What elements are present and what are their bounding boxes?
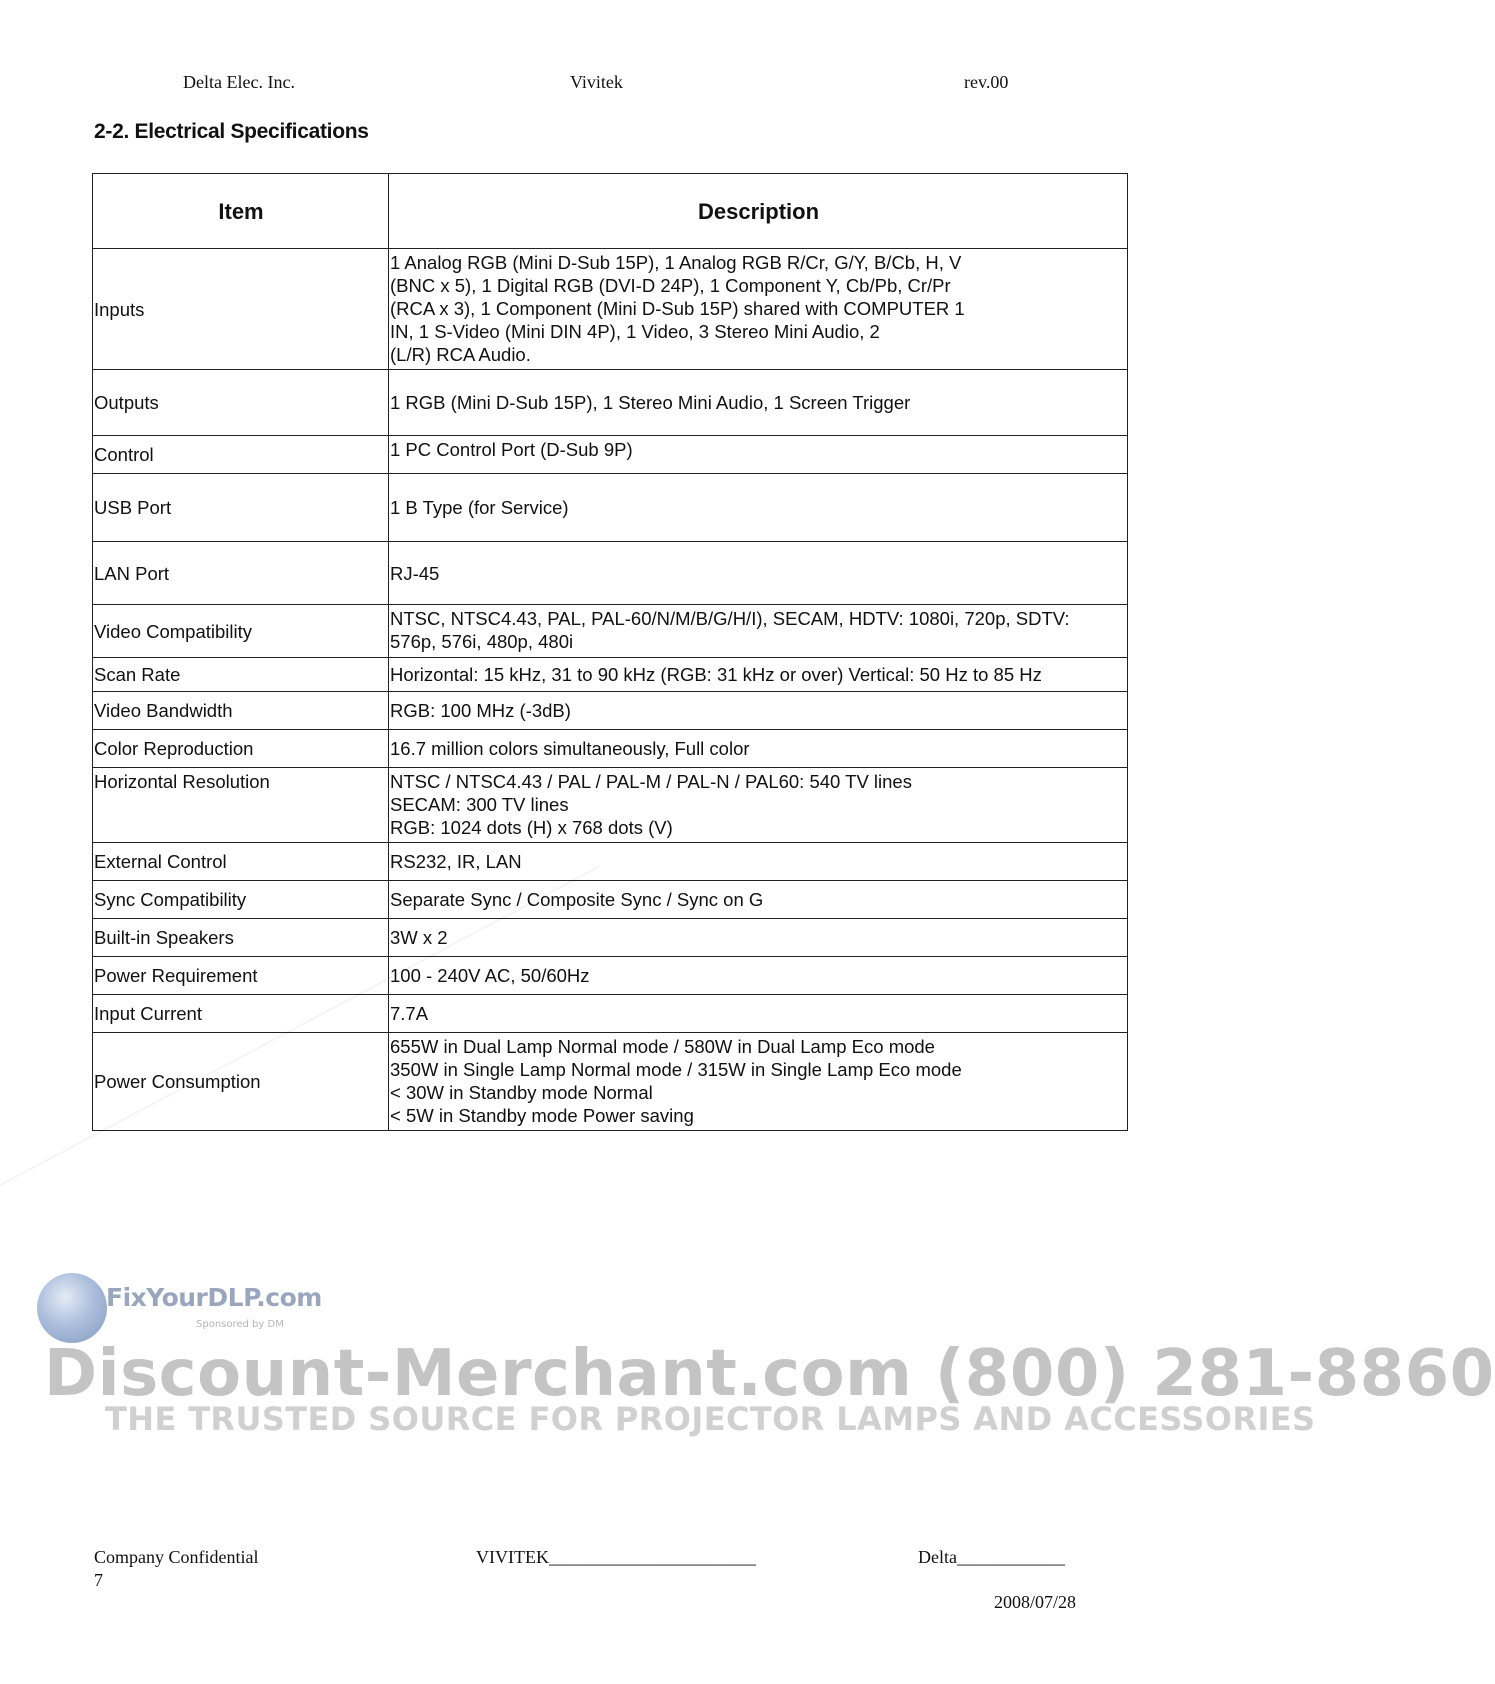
spec-description-cell <box>389 692 1128 730</box>
spec-description-line: Separate Sync / Composite Sync / Sync on G <box>390 889 764 910</box>
spec-description-line: RS232, IR, LAN <box>390 851 522 872</box>
header-company: Delta Elec. Inc. <box>183 72 295 92</box>
spec-description-line: < 5W in Standby mode Power saving <box>390 1105 694 1126</box>
footer-confidential: Company Confidential <box>94 1547 259 1567</box>
spec-description-cell <box>389 249 1128 370</box>
table-row <box>93 249 1128 370</box>
spec-item-cell: Scan Rate <box>93 658 389 692</box>
table-row <box>93 730 1128 768</box>
globe-icon <box>37 1273 107 1343</box>
spec-description-line: 1 PC Control Port (D-Sub 9P) <box>390 439 633 460</box>
footer-page-number: 7 <box>94 1570 103 1590</box>
spec-item-cell: USB Port <box>93 474 389 542</box>
column-header-description: Description <box>389 174 1128 249</box>
spec-description-cell <box>389 605 1128 658</box>
section-title: 2-2. Electrical Specifications <box>94 120 369 143</box>
spec-description-line: 7.7A <box>390 1003 429 1024</box>
spec-description-cell <box>389 957 1128 995</box>
spec-description-line: (BNC x 5), 1 Digital RGB (DVI-D 24P), 1 Component Y, Cb/Pb, Cr/Pr <box>390 275 951 296</box>
spec-description-line: 576p, 576i, 480p, 480i <box>390 631 574 652</box>
spec-item-cell: Power Requirement <box>93 957 389 995</box>
footer-date: 2008/07/28 <box>994 1592 1077 1612</box>
spec-description-line: NTSC / NTSC4.43 / PAL / PAL-M / PAL-N / PAL60: 540 TV lines <box>390 771 912 792</box>
spec-description-cell <box>389 436 1128 474</box>
table-header-row <box>93 174 1128 249</box>
table-row <box>93 605 1128 658</box>
spec-item-cell: Video Bandwidth <box>93 692 389 730</box>
spec-description-cell <box>389 768 1128 843</box>
spec-item-cell: External Control <box>93 843 389 881</box>
spec-item-cell: Sync Compatibility <box>93 881 389 919</box>
spec-description-cell <box>389 730 1128 768</box>
spec-description-line: 16.7 million colors simultaneously, Full color <box>390 738 750 759</box>
column-header-item: Item <box>93 174 389 249</box>
table-row <box>93 436 1128 474</box>
spec-description-cell <box>389 881 1128 919</box>
watermark-headline: Discount-Merchant.com (800) 281-8860 <box>44 1337 1495 1411</box>
table-row <box>93 658 1128 692</box>
spec-description-line: RGB: 1024 dots (H) x 768 dots (V) <box>390 817 673 838</box>
table-row <box>93 957 1128 995</box>
spec-item-cell: Input Current <box>93 995 389 1033</box>
spec-item-cell: Color Reproduction <box>93 730 389 768</box>
spec-item-cell: Video Compatibility <box>93 605 389 658</box>
spec-description-line: RJ-45 <box>390 562 440 584</box>
spec-description-cell <box>389 474 1128 542</box>
spec-description-cell <box>389 919 1128 957</box>
spec-description-cell <box>389 542 1128 605</box>
spec-item-cell: Power Consumption <box>93 1033 389 1131</box>
spec-description-cell <box>389 658 1128 692</box>
table-row <box>93 881 1128 919</box>
spec-description-cell <box>389 843 1128 881</box>
watermark-logo-text: FixYourDLP.com <box>106 1283 322 1312</box>
spec-item-cell: Horizontal Resolution <box>93 768 389 843</box>
spec-description-line: Horizontal: 15 kHz, 31 to 90 kHz (RGB: 31 kHz or over) Vertical: 50 Hz to 85 Hz <box>390 664 1042 685</box>
spec-description-line: (RCA x 3), 1 Component (Mini D-Sub 15P) shared with COMPUTER 1 <box>390 298 965 319</box>
spec-description-line: 1 B Type (for Service) <box>390 497 569 518</box>
table-row <box>93 474 1128 542</box>
table-row <box>93 843 1128 881</box>
spec-item-cell: Inputs <box>93 249 389 370</box>
watermark-logo-sponsor: Sponsored by DM <box>196 1319 284 1330</box>
spec-description-cell <box>389 995 1128 1033</box>
spec-description-line: 1 Analog RGB (Mini D-Sub 15P), 1 Analog RGB R/Cr, G/Y, B/Cb, H, V <box>390 252 962 273</box>
electrical-spec-table <box>92 173 1128 1131</box>
spec-description-line: (L/R) RCA Audio. <box>390 344 531 365</box>
spec-description-line: SECAM: 300 TV lines <box>390 794 569 815</box>
spec-description-cell <box>389 370 1128 436</box>
table-row <box>93 768 1128 843</box>
table-body <box>93 249 1128 1131</box>
header-revision: rev.00 <box>964 72 1009 92</box>
spec-description-line: RGB: 100 MHz (-3dB) <box>390 700 571 721</box>
table-row <box>93 370 1128 436</box>
spec-description-cell <box>389 1033 1128 1131</box>
spec-description-line: 3W x 2 <box>390 927 448 948</box>
footer-delta-signature: Delta____________ <box>918 1547 1065 1567</box>
table-row <box>93 542 1128 605</box>
spec-description-line: < 30W in Standby mode Normal <box>390 1082 653 1103</box>
table-row <box>93 919 1128 957</box>
watermark-tagline: THE TRUSTED SOURCE FOR PROJECTOR LAMPS AND ACCESSORIES <box>105 1400 1316 1438</box>
spec-item-cell: Outputs <box>93 370 389 436</box>
spec-description-line: 1 RGB (Mini D-Sub 15P), 1 Stereo Mini Audio, 1 Screen Trigger <box>390 392 911 413</box>
spec-description-line: NTSC, NTSC4.43, PAL, PAL-60/N/M/B/G/H/I), SECAM, HDTV: 1080i, 720p, SDTV: <box>390 608 1070 629</box>
footer-vivitek-signature: VIVITEK_______________________ <box>476 1547 756 1567</box>
spec-description-line: 655W in Dual Lamp Normal mode / 580W in Dual Lamp Eco mode <box>390 1036 935 1057</box>
spec-description-line: 100 - 240V AC, 50/60Hz <box>390 965 590 986</box>
table-row <box>93 1033 1128 1131</box>
spec-item-cell: Built-in Speakers <box>93 919 389 957</box>
spec-item-cell: LAN Port <box>93 542 389 605</box>
table-row <box>93 995 1128 1033</box>
header-brand: Vivitek <box>570 72 623 92</box>
spec-description-line: 350W in Single Lamp Normal mode / 315W in Single Lamp Eco mode <box>390 1059 962 1080</box>
table-row <box>93 692 1128 730</box>
spec-item-cell: Control <box>93 436 389 474</box>
spec-description-line: IN, 1 S-Video (Mini DIN 4P), 1 Video, 3 Stereo Mini Audio, 2 <box>390 321 880 342</box>
